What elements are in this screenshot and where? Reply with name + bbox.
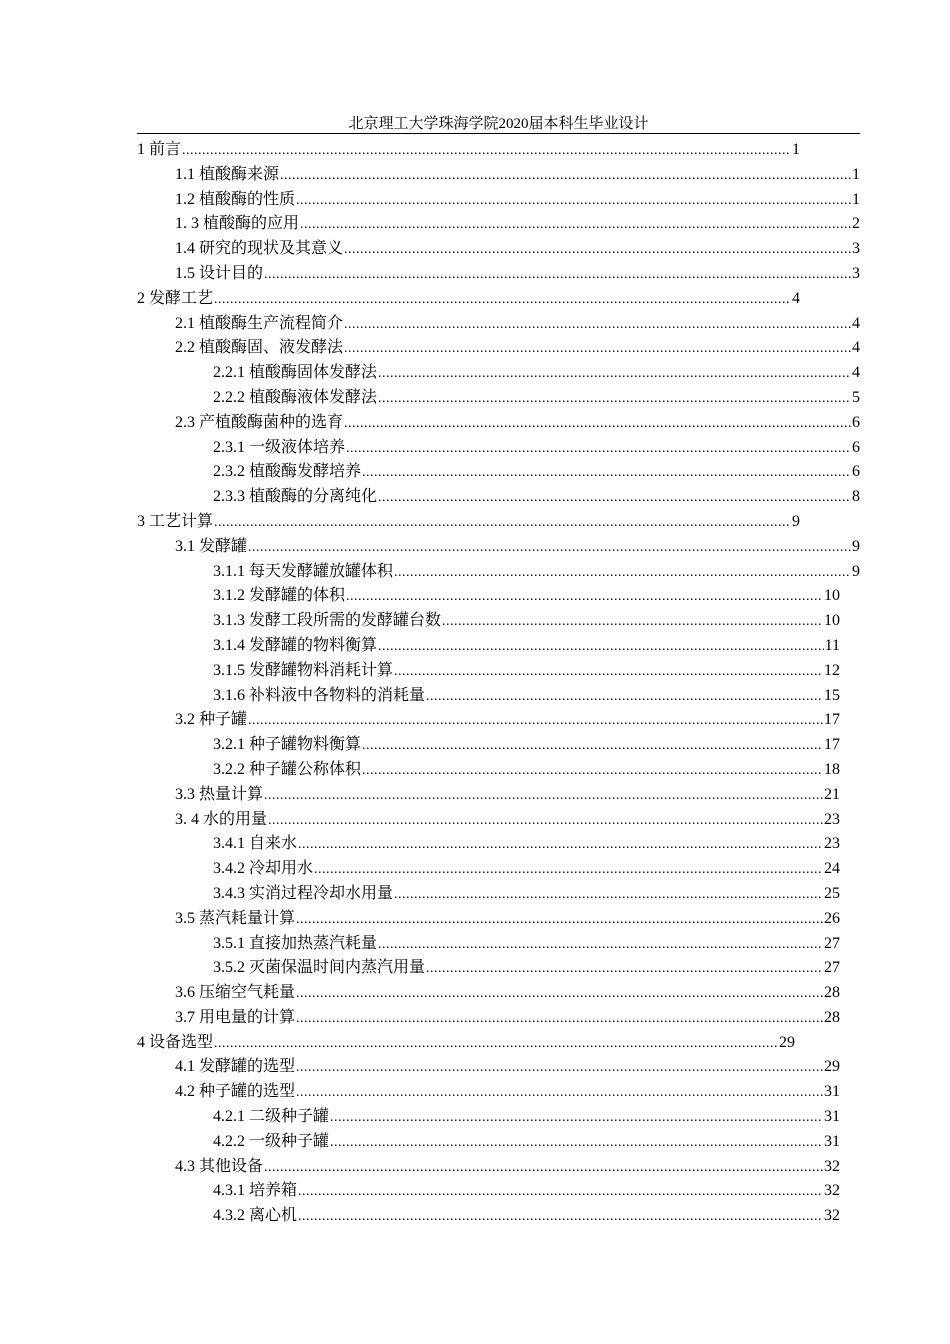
toc-entry-title: 1.5 设计目的 (175, 264, 264, 282)
toc-entry[interactable] (137, 733, 840, 758)
toc-entry-page-number: 5 (852, 388, 860, 406)
toc-dot-leader (330, 1106, 823, 1131)
toc-entry[interactable] (137, 212, 860, 237)
toc-entry-page-number: 6 (852, 413, 860, 431)
toc-entry-page-number: 25 (824, 884, 840, 902)
header-rule (137, 133, 860, 134)
toc-entry-page-number: 2 (852, 215, 860, 233)
toc-dot-leader (300, 213, 851, 238)
toc-entry-title: 4 设备选型 (137, 1033, 214, 1051)
toc-dot-leader (344, 313, 851, 338)
toc-entry-title: 3 工艺计算 (137, 512, 214, 530)
toc-entry-title: 3.5 蒸汽耗量计算 (175, 909, 296, 927)
toc-entry-page-number: 10 (824, 587, 840, 605)
toc-entry[interactable] (137, 932, 840, 957)
toc-entry-title: 3.5.1 直接加热蒸汽耗量 (213, 934, 378, 952)
toc-entry-title: 1.2 植酸酶的性质 (175, 190, 296, 208)
toc-entry[interactable] (137, 163, 860, 188)
toc-entry[interactable] (137, 237, 860, 262)
toc-entry-title: 1. 3 植酸酶的应用 (175, 215, 300, 233)
toc-entry-page-number: 27 (824, 959, 840, 977)
toc-entry-page-number: 23 (824, 835, 840, 853)
toc-entry[interactable] (137, 287, 800, 312)
toc-entry-page-number: 17 (824, 711, 840, 729)
toc-entry-page-number: 28 (824, 1008, 840, 1026)
toc-entry[interactable] (137, 262, 860, 287)
toc-dot-leader (214, 511, 791, 536)
toc-dot-leader (296, 982, 823, 1007)
toc-entry-title: 3.1.3 发酵工段所需的发酵罐台数 (213, 612, 442, 630)
toc-dot-leader (362, 461, 851, 486)
toc-dot-leader (378, 387, 851, 412)
toc-dot-leader (362, 734, 823, 759)
toc-dot-leader (264, 1156, 823, 1181)
toc-dot-leader (344, 337, 851, 362)
toc-entry-title: 3.1.6 补料液中各物料的消耗量 (213, 686, 426, 704)
toc-dot-leader (182, 139, 791, 164)
toc-entry-title: 3.6 压缩空气耗量 (175, 984, 296, 1002)
toc-entry-title: 3.1.1 每天发酵罐放罐体积 (213, 562, 394, 580)
toc-dot-leader (296, 1056, 823, 1081)
toc-entry-page-number: 9 (792, 512, 800, 530)
toc-entry-title: 2.3.2 植酸酶发酵培养 (213, 463, 362, 481)
toc-dot-leader (248, 709, 823, 734)
toc-dot-leader (394, 660, 823, 685)
toc-entry-page-number: 18 (824, 760, 840, 778)
toc-dot-leader (378, 486, 851, 511)
toc-entry-title: 1.1 植酸酶来源 (175, 165, 280, 183)
toc-dot-leader (378, 635, 824, 660)
toc-entry-page-number: 12 (824, 661, 840, 679)
toc-dot-leader (298, 1180, 823, 1205)
toc-entry-page-number: 4 (852, 339, 860, 357)
toc-entry-page-number: 31 (824, 1108, 840, 1126)
toc-entry-page-number: 1 (792, 141, 800, 158)
toc-entry-page-number: 31 (824, 1132, 840, 1150)
toc-entry[interactable] (137, 411, 860, 436)
toc-dot-leader (280, 164, 851, 189)
toc-entry[interactable] (137, 1130, 840, 1155)
toc-entry-page-number: 4 (792, 289, 800, 307)
toc-dot-leader (346, 437, 851, 462)
toc-dot-leader (298, 1205, 823, 1230)
toc-entry-page-number: 8 (852, 488, 860, 506)
toc-entry-page-number: 32 (824, 1182, 840, 1200)
toc-dot-leader (442, 610, 823, 635)
toc-entry[interactable] (137, 1031, 795, 1056)
toc-entry-page-number: 6 (852, 438, 860, 456)
toc-entry[interactable] (137, 188, 860, 213)
toc-dot-leader (330, 1131, 823, 1156)
toc-entry-page-number: 6 (852, 463, 860, 481)
toc-entry-title: 3.1.2 发酵罐的体积 (213, 587, 346, 605)
toc-entry-title: 3.2.1 种子罐物料衡算 (213, 736, 362, 754)
toc-entry[interactable] (137, 956, 840, 981)
toc-entry-page-number: 15 (824, 686, 840, 704)
toc-entry[interactable] (137, 1204, 840, 1229)
toc-entry-title: 4.3.1 培养箱 (213, 1182, 298, 1200)
toc-entry[interactable] (137, 535, 860, 560)
toc-entry-title: 3.3 热量计算 (175, 785, 264, 803)
toc-entry-title: 4.2.2 一级种子罐 (213, 1132, 330, 1150)
toc-dot-leader (296, 189, 851, 214)
toc-entry-page-number: 32 (824, 1207, 840, 1225)
toc-dot-leader (394, 561, 851, 586)
toc-entry-title: 3.2.2 种子罐公称体积 (213, 760, 362, 778)
toc-dot-leader (296, 908, 823, 933)
toc-entry-title: 3.4.1 自来水 (213, 835, 298, 853)
toc-entry-title: 2 发酵工艺 (137, 289, 214, 307)
toc-entry-page-number: 9 (852, 562, 860, 580)
toc-entry[interactable] (137, 981, 840, 1006)
toc-dot-leader (296, 1007, 823, 1032)
toc-dot-leader (248, 536, 851, 561)
toc-entry[interactable] (137, 1105, 840, 1130)
toc-entry-title: 1.4 研究的现状及其意义 (175, 240, 344, 258)
toc-entry[interactable] (137, 659, 840, 684)
toc-dot-leader (344, 238, 851, 263)
toc-entry[interactable] (137, 1179, 840, 1204)
toc-entry-title: 4.3 其他设备 (175, 1157, 264, 1175)
toc-entry-page-number: 1 (852, 190, 860, 208)
toc-dot-leader (298, 833, 823, 858)
toc-entry-page-number: 17 (824, 736, 840, 754)
toc-entry[interactable] (137, 1080, 840, 1105)
toc-dot-leader (426, 685, 823, 710)
toc-entry-title: 3.4.2 冷却用水 (213, 860, 314, 878)
toc-entry-title: 2.2 植酸酶固、液发酵法 (175, 339, 344, 357)
toc-entry-title: 2.3.3 植酸酶的分离纯化 (213, 488, 378, 506)
toc-entry-title: 4.3.2 离心机 (213, 1207, 298, 1225)
toc-entry[interactable] (137, 832, 840, 857)
toc-entry[interactable] (137, 510, 800, 535)
toc-dot-leader (296, 1081, 823, 1106)
toc-dot-leader (214, 1032, 778, 1057)
toc-dot-leader (344, 412, 851, 437)
toc-dot-leader (314, 858, 823, 883)
toc-entry-title: 2.1 植酸酶生产流程简介 (175, 314, 344, 332)
toc-entry-page-number: 21 (824, 785, 840, 803)
toc-entry[interactable] (137, 907, 840, 932)
toc-entry-title: 3.1 发酵罐 (175, 537, 248, 555)
toc-dot-leader (264, 784, 823, 809)
toc-entry[interactable] (137, 609, 840, 634)
toc-entry-page-number: 28 (824, 984, 840, 1002)
toc-entry[interactable] (137, 708, 840, 733)
toc-entry-title: 2.2.2 植酸酶液体发酵法 (213, 388, 378, 406)
toc-entry-title: 4.1 发酵罐的选型 (175, 1058, 296, 1076)
toc-entry-page-number: 24 (824, 860, 840, 878)
toc-entry-page-number: 9 (852, 537, 860, 555)
toc-entry-page-number: 11 (824, 636, 840, 654)
toc-entry-title: 3.5.2 灭菌保温时间内蒸汽用量 (213, 959, 426, 977)
toc-entry[interactable] (137, 386, 860, 411)
toc-entry-title: 3. 4 水的用量 (175, 810, 268, 828)
toc-entry[interactable] (137, 1055, 840, 1080)
toc-entry-page-number: 26 (824, 909, 840, 927)
toc-entry-title: 2.3 产植酸酶菌种的选育 (175, 413, 344, 431)
toc-entry-title: 4.2 种子罐的选型 (175, 1083, 296, 1101)
page-header: 北京理工大学珠海学院2020届本科生毕业设计 (348, 116, 649, 132)
toc-entry-title: 3.4.3 实消过程冷却水用量 (213, 884, 394, 902)
toc-entry-title: 2.2.1 植酸酶固体发酵法 (213, 364, 378, 382)
toc-entry[interactable] (137, 485, 860, 510)
toc-entry[interactable] (137, 882, 840, 907)
toc-entry-page-number: 27 (824, 934, 840, 952)
toc-dot-leader (346, 585, 823, 610)
toc-dot-leader (378, 362, 851, 387)
toc-entry[interactable] (137, 684, 840, 709)
toc-entry-page-number: 29 (779, 1033, 795, 1051)
toc-entry[interactable] (137, 361, 860, 386)
toc-entry[interactable] (137, 1155, 840, 1180)
toc-entry[interactable] (137, 857, 840, 882)
toc-entry-title: 3.7 用电量的计算 (175, 1008, 296, 1026)
toc-entry-title: 2.3.1 一级液体培养 (213, 438, 346, 456)
toc-dot-leader (362, 759, 823, 784)
toc-entry-page-number: 4 (852, 314, 860, 332)
toc-entry[interactable] (137, 1006, 840, 1031)
toc-dot-leader (264, 263, 851, 288)
toc-entry-page-number: 1 (852, 165, 860, 183)
toc-entry-title: 3.1.4 发酵罐的物料衡算 (213, 636, 378, 654)
toc-entry-page-number: 23 (824, 810, 840, 828)
toc-entry-page-number: 29 (824, 1058, 840, 1076)
table-of-contents (137, 138, 860, 1229)
toc-entry-page-number: 31 (824, 1083, 840, 1101)
toc-dot-leader (426, 957, 823, 982)
toc-entry[interactable] (137, 336, 860, 361)
toc-entry-title: 3.2 种子罐 (175, 711, 248, 729)
toc-entry-page-number: 3 (852, 264, 860, 282)
toc-entry-title: 1 前言 (137, 141, 182, 158)
toc-entry[interactable] (137, 808, 840, 833)
toc-dot-leader (378, 933, 823, 958)
toc-dot-leader (214, 288, 791, 313)
toc-entry[interactable] (137, 783, 840, 808)
toc-dot-leader (394, 883, 823, 908)
toc-entry[interactable] (137, 138, 800, 163)
toc-entry[interactable] (137, 584, 840, 609)
toc-entry-page-number: 32 (824, 1157, 840, 1175)
toc-entry[interactable] (137, 460, 860, 485)
toc-dot-leader (268, 809, 823, 834)
toc-entry[interactable] (137, 312, 860, 337)
toc-entry-title: 3.1.5 发酵罐物料消耗计算 (213, 661, 394, 679)
toc-entry-page-number: 4 (852, 364, 860, 382)
toc-entry-title: 4.2.1 二级种子罐 (213, 1108, 330, 1126)
toc-entry[interactable] (137, 436, 860, 461)
toc-entry[interactable] (137, 758, 840, 783)
toc-entry-page-number: 10 (824, 612, 840, 630)
toc-entry[interactable] (137, 634, 840, 659)
toc-entry[interactable] (137, 560, 860, 585)
toc-entry-page-number: 3 (852, 240, 860, 258)
